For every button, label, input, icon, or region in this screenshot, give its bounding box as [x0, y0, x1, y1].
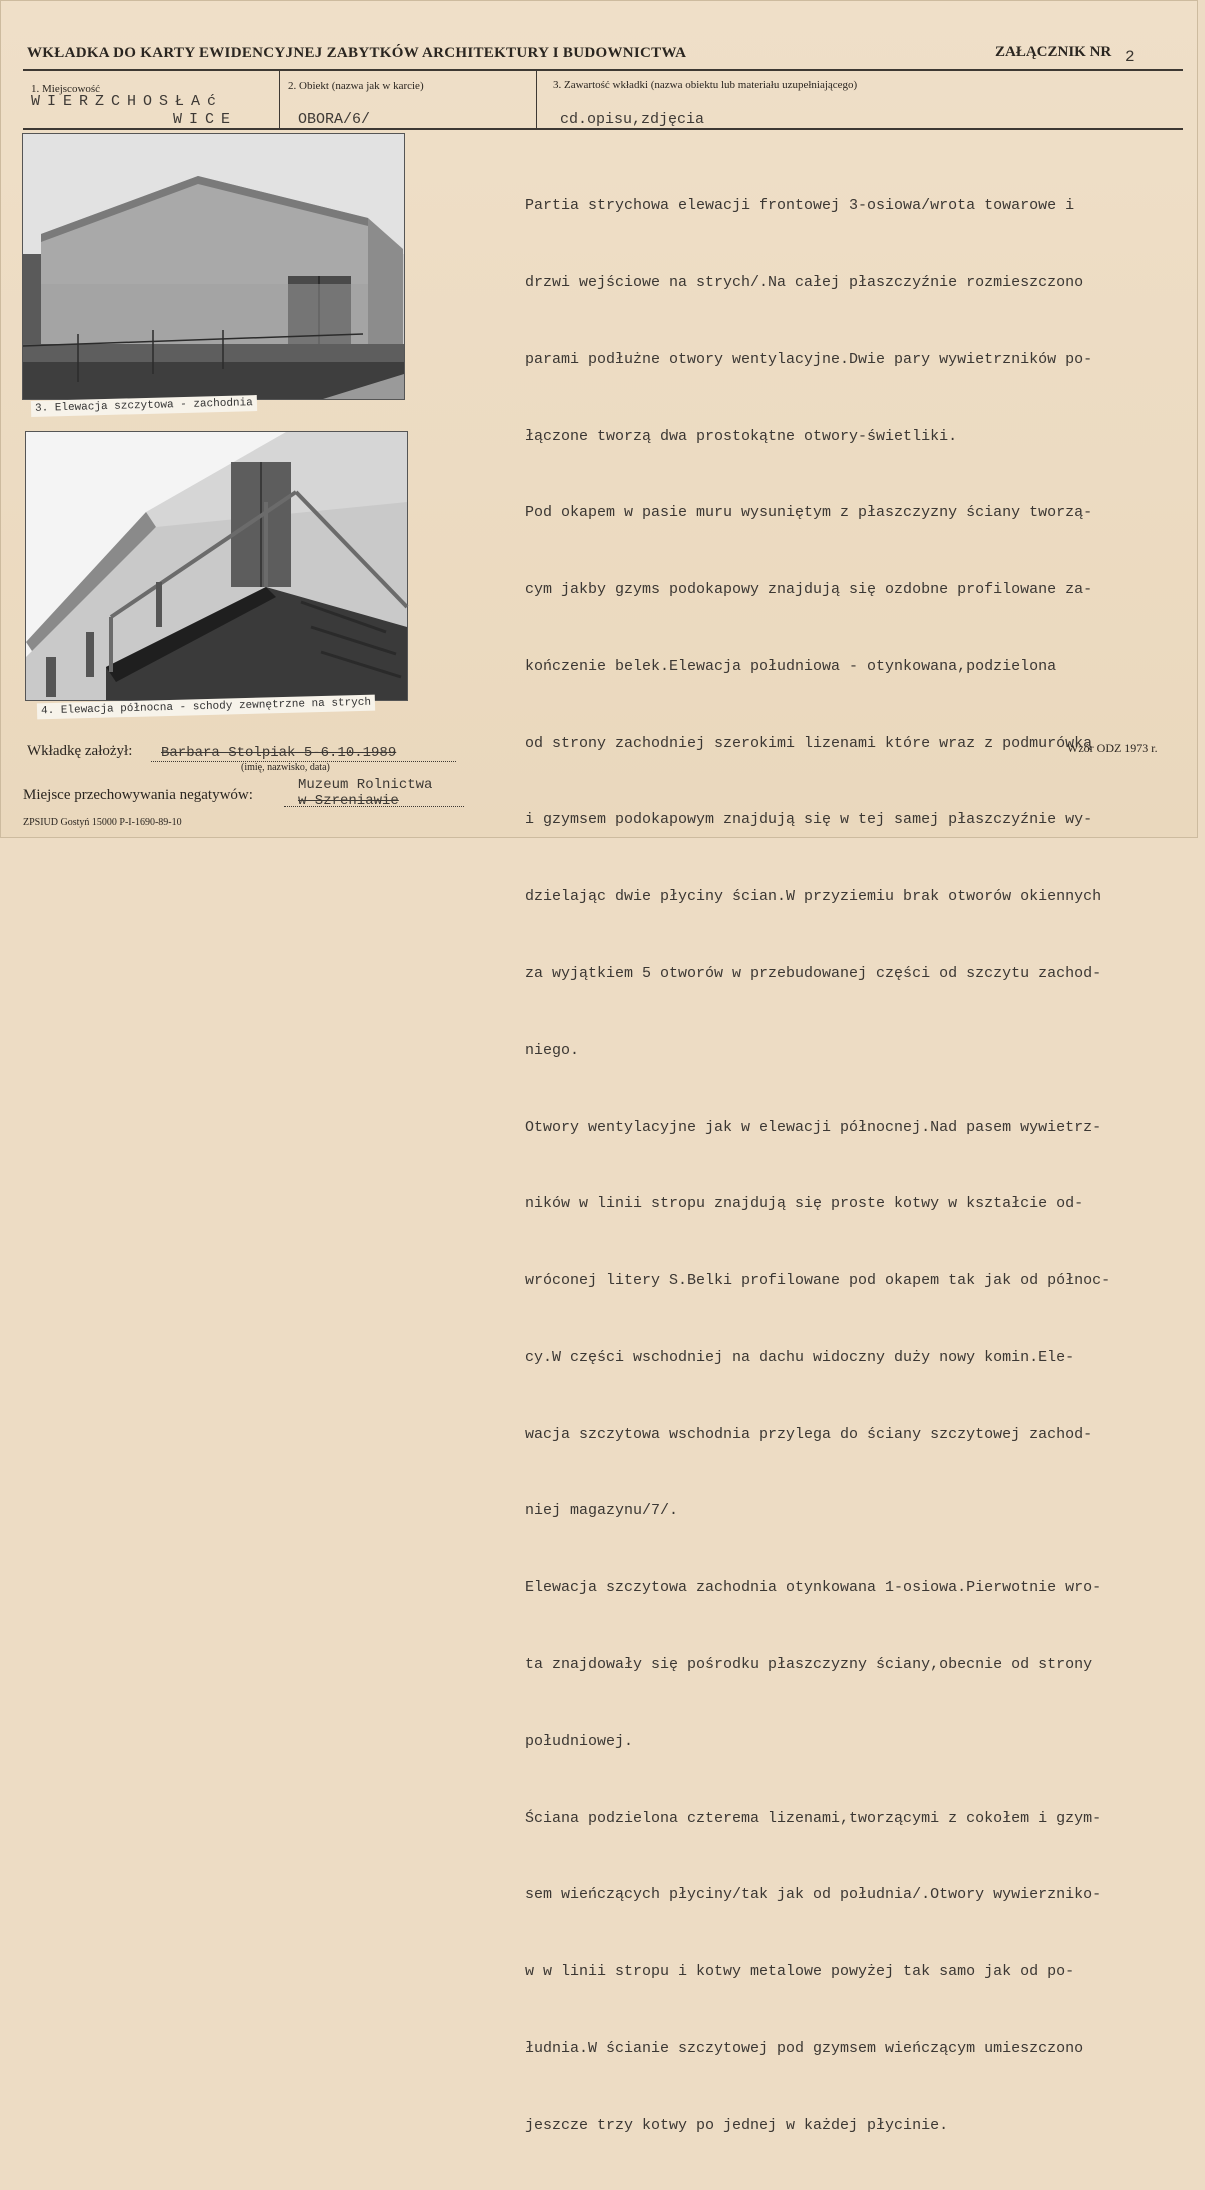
text-line: parami podłużne otwory wentylacyjne.Dwie pary wywietrzników po-	[525, 350, 1093, 368]
text-line: łączone tworzą dwa prostokątne otwory-świetliki.	[525, 427, 958, 445]
locality-label: 1. Miejscowość	[31, 83, 101, 95]
photo-north-stairs-image	[26, 432, 407, 700]
field-divider-1	[279, 71, 280, 128]
text-line: Otwory wentylacyjne jak w elewacji północnej.Nad pasem wywietrz-	[525, 1118, 1102, 1136]
description-text	[525, 142, 1205, 2190]
text-line: cy.W części wschodniej na dachu widoczny duży nowy komin.Ele-	[525, 1348, 1075, 1366]
contents-label: 3. Zawartość wkładki (nazwa obiektu lub materiału uzupełniającego)	[553, 79, 858, 91]
text-line: ta znajdowały się pośrodku płaszczyzny ściany,obecnie od strony	[525, 1656, 1093, 1674]
text-line: Partia strychowa elewacji frontowej 3-osiowa/wrota towarowe i	[525, 197, 1075, 215]
text-line: wróconej litery S.Belki profilowane pod okapem tak jak od północ-	[525, 1272, 1111, 1290]
text-line: sem wieńczących płyciny/tak jak od południa/.Otwory wywierzniko-	[525, 1886, 1102, 1904]
text-line: w w linii stropu i kotwy metalowe powyżej tak samo jak od po-	[525, 1963, 1075, 1981]
text-line: dzielając dwie płyciny ścian.W przyziemiu brak otworów okiennych	[525, 888, 1102, 906]
storage-label: Miejsce przechowywania negatywów:	[23, 787, 253, 803]
photo-west-gable-image	[23, 134, 404, 399]
contents-value: cd.opisu,zdjęcia	[560, 111, 705, 128]
photo-north-stairs-caption: 4. Elewacja północna - schody zewnętrzne na strych	[37, 695, 375, 720]
text-line: niej magazynu/7/.	[525, 1502, 679, 1520]
text-line: Pod okapem w pasie muru wysuniętym z płaszczyzny ściany tworzą-	[525, 504, 1093, 522]
text-line: i gzymsem podokapowym znajdują się w tej samej płaszczyźnie wy-	[525, 811, 1093, 829]
printer-mark: ZPSIUD Gostyń 15000 P-I-1690-89-10	[23, 817, 182, 828]
text-line: łudnia.W ścianie szczytowej pod gzymsem wieńczącym umieszczono	[525, 2039, 1084, 2057]
text-line: od strony zachodniej szerokimi lizenami które wraz z podmurówką	[525, 734, 1093, 752]
text-line: ników w linii stropu znajdują się proste kotwy w kształcie od-	[525, 1195, 1084, 1213]
template-mark: Wzór ODZ 1973 r.	[1067, 741, 1158, 755]
text-line: jeszcze trzy kotwy po jednej w każdej płycinie.	[525, 2116, 949, 2134]
photo-west-gable	[22, 133, 405, 400]
text-line: kończenie belek.Elewacja południowa - otynkowana,podzielona	[525, 657, 1057, 675]
photo-north-stairs	[25, 431, 408, 701]
locality-value-line2: WICE	[173, 111, 238, 128]
photo-west-gable-caption: 3. Elewacja szczytowa - zachodnia	[31, 395, 257, 417]
attachment-number: 2	[1125, 48, 1135, 66]
storage-dotted-line	[284, 806, 464, 807]
author-hint: (imię, nazwisko, data)	[241, 762, 330, 773]
text-line: Elewacja szczytowa zachodnia otynkowana 1-osiowa.Pierwotnie wro-	[525, 1579, 1102, 1597]
storage-value-line2: w Szreniawie	[298, 793, 399, 809]
header-rule	[23, 69, 1183, 71]
text-line: cym jakby gzyms podokapowy znajdują się ozdobne profilowane za-	[525, 581, 1093, 599]
locality-value-line1: WIERZCHOSŁAć	[31, 93, 224, 110]
text-line: drzwi wejściowe na strych/.Na całej płaszczyźnie rozmieszczono	[525, 273, 1084, 291]
text-line: Ściana podzielona czterema lizenami,tworzącymi z cokołem i gzym-	[525, 1809, 1102, 1827]
card-title: WKŁADKA DO KARTY EWIDENCYJNEJ ZABYTKÓW ARCHITEKTURY I BUDOWNICTWA	[27, 45, 687, 61]
attachment-label: ZAŁĄCZNIK NR	[995, 44, 1112, 60]
author-label: Wkładkę założył:	[27, 743, 133, 759]
text-line: za wyjątkiem 5 otworów w przebudowanej części od szczytu zachod-	[525, 965, 1102, 982]
text-line: południowej.	[525, 1732, 634, 1750]
fields-rule	[23, 128, 1183, 130]
field-divider-2	[536, 71, 537, 128]
text-line: wacja szczytowa wschodnia przylega do ściany szczytowej zachod-	[525, 1425, 1093, 1443]
storage-value-line1: Muzeum Rolnictwa	[298, 777, 433, 793]
author-value: Barbara Stolpiak 5-6.10.1989	[161, 745, 397, 761]
object-value: OBORA/6/	[298, 111, 371, 128]
object-label: 2. Obiekt (nazwa jak w karcie)	[288, 80, 424, 92]
text-line: niego.	[525, 1041, 580, 1059]
